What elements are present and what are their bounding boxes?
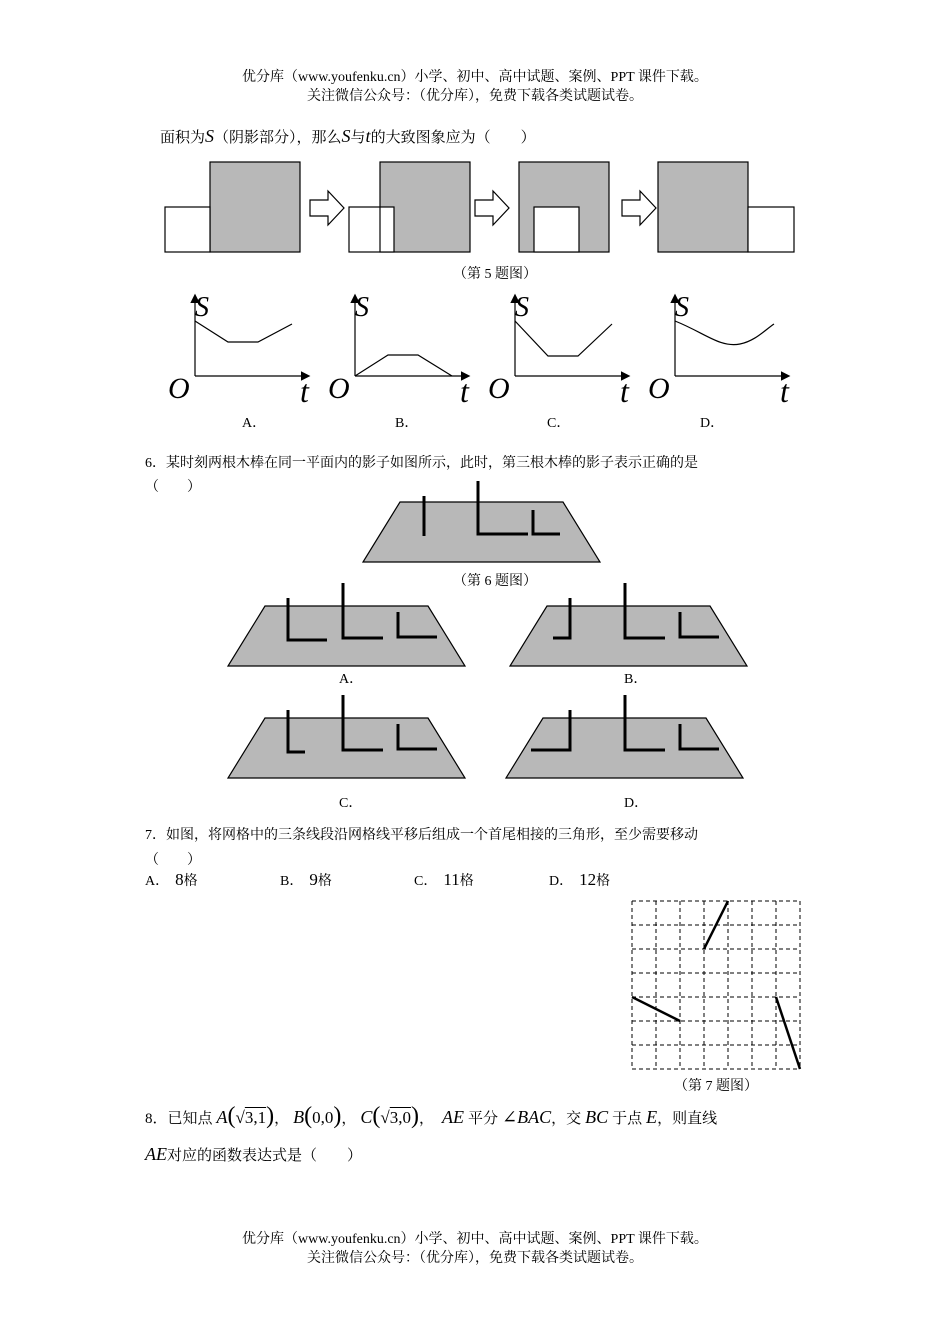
q7-caption: （第 7 题图） (674, 1079, 758, 1094)
q7-option-b: B． 9格 (280, 870, 332, 889)
axis-s-label: S (515, 292, 529, 323)
q5-text: 与 (350, 130, 366, 146)
q6-stem: 6．某时刻两根木棒在同一平面内的影子如图所示，此时，第三根木棒的影子表示正确的是 (145, 456, 698, 471)
q7-option-d: D． 12格 (549, 870, 611, 889)
axis-t-label: t (620, 373, 629, 409)
q5-text: 面积为 (160, 130, 206, 146)
q6-option-d-figure (503, 692, 748, 782)
q7-blank: （ ） (145, 853, 201, 868)
axis-o-label: O (328, 372, 350, 405)
small-square (349, 207, 394, 252)
q6-option-d: D． (624, 796, 649, 811)
small-square (165, 207, 210, 252)
q5-var-s: S (205, 126, 215, 146)
q6-blank: （ ） (145, 480, 201, 495)
q6-option-a-figure (225, 580, 470, 670)
arrow-right-icon (622, 191, 656, 225)
axis-s-label: S (675, 292, 689, 323)
q7-option-c: C． 11格 (414, 870, 474, 889)
axis-s-label: S (355, 292, 369, 323)
axis-s-label: S (195, 292, 209, 323)
header-line-1: 优分库（www.youfenku.cn）小学、初中、高中试题、案例、PPT 课件下载。 (242, 70, 708, 85)
axis-t-label: t (780, 373, 789, 409)
segment-3 (776, 997, 800, 1069)
footer-line-2: 关注微信公众号：（优分库），免费下载各类试题试卷。 (307, 1251, 643, 1266)
small-square (748, 207, 794, 252)
graph-a (168, 292, 310, 409)
q8-stem-line-2: AE对应的函数表达式是（ ） (145, 1144, 363, 1164)
axis-t-label: t (300, 373, 309, 409)
q8-stem-line-1: 8．已知点 A(√3,1)， B(0,0)， C(√3,0)， AE 平分 ∠BAC，交 BC 于点 E，则直线 (145, 1103, 718, 1129)
q5-stem (160, 126, 536, 147)
q7-stem: 7．如图，将网格中的三条线段沿网格线平移后组成一个首尾相接的三角形，至少需要移动 (145, 828, 698, 843)
q7-option-a: A． 8格 (145, 870, 198, 889)
q5-option-b: B． (395, 416, 419, 431)
q5-text: 的大致图象应为（ ） (370, 130, 536, 146)
q7-grid-figure (628, 898, 804, 1072)
axis-t-label: t (460, 373, 469, 409)
axis-o-label: O (488, 372, 510, 405)
q6-caption: （第 6 题图） (453, 574, 537, 589)
arrow-right-icon (475, 191, 509, 225)
q5-var-s: S (341, 126, 351, 146)
small-square (534, 207, 579, 252)
q5-caption: （第 5 题图） (453, 267, 537, 282)
graph-c (488, 292, 630, 409)
axis-o-label: O (168, 372, 190, 405)
q5-option-a: A． (242, 416, 267, 431)
q5-option-c: C． (547, 416, 571, 431)
arrow-right-icon (310, 191, 344, 225)
large-square (658, 162, 748, 252)
q5-var-t: t (365, 126, 371, 146)
q6-option-a: A． (339, 672, 364, 687)
q6-option-b-figure (507, 580, 752, 670)
graph-b (328, 292, 470, 409)
q5-figure (160, 158, 800, 258)
q6-option-c: C． (339, 796, 363, 811)
q5-text: （阴影部分），那么 (214, 130, 342, 146)
q6-option-b: B． (624, 672, 648, 687)
header-line-2: 关注微信公众号：（优分库），免费下载各类试题试卷。 (307, 89, 643, 104)
axis-o-label: O (648, 372, 670, 405)
q5-option-d: D． (700, 416, 725, 431)
graph-d (648, 292, 790, 409)
q6-figure (360, 478, 605, 568)
q6-option-c-figure (225, 692, 470, 782)
footer-line-1: 优分库（www.youfenku.cn）小学、初中、高中试题、案例、PPT 课件下载。 (242, 1232, 708, 1247)
large-square (210, 162, 300, 252)
